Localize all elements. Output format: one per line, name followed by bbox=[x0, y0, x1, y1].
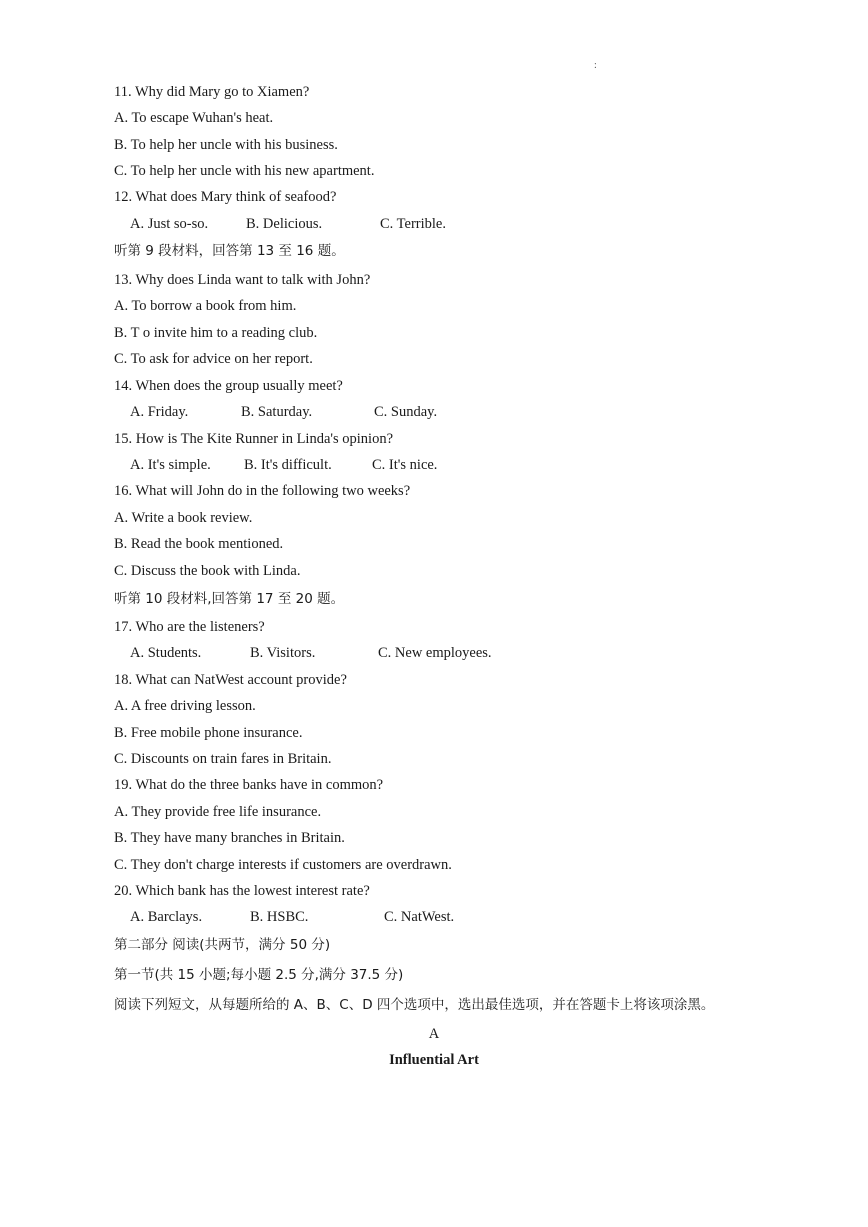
question-18: 18. What can NatWest account provide? bbox=[114, 672, 347, 688]
q12-option-c: C. Terrible. bbox=[380, 216, 446, 232]
q12-option-a: A. Just so-so. bbox=[130, 216, 209, 232]
q16-option-c: C. Discuss the book with Linda. bbox=[114, 563, 301, 579]
q20-option-b: B. HSBC. bbox=[250, 909, 309, 925]
q14-option-a: A. Friday. bbox=[130, 404, 189, 420]
q12-option-b: B. Delicious. bbox=[246, 216, 323, 232]
q13-option-c: C. To ask for advice on her report. bbox=[114, 351, 313, 367]
q14-option-c: C. Sunday. bbox=[374, 404, 438, 420]
section-9-instruction: 听第 9 段材料，回答第 13 至 16 题。 bbox=[114, 243, 345, 259]
question-12: 12. What does Mary think of seafood? bbox=[114, 189, 337, 205]
question-20: 20. Which bank has the lowest interest rate? bbox=[114, 883, 370, 899]
question-16: 16. What will John do in the following two weeks? bbox=[114, 483, 411, 499]
q14-option-b: B. Saturday. bbox=[241, 404, 313, 420]
q11-option-b: B. To help her uncle with his business. bbox=[114, 137, 338, 153]
q17-option-a: A. Students. bbox=[130, 645, 202, 661]
header-mark: : bbox=[594, 60, 597, 71]
q17-option-c: C. New employees. bbox=[378, 645, 492, 661]
question-19: 19. What do the three banks have in common? bbox=[114, 777, 384, 793]
part-2-instruction: 阅读下列短文，从每题所给的 A、B、C、D 四个选项中，选出最佳选项，并在答题卡上将该项涂黑。 bbox=[114, 997, 715, 1013]
question-15: 15. How is The Kite Runner in Linda's opinion? bbox=[114, 431, 394, 447]
q15-option-c: C. It's nice. bbox=[372, 457, 438, 473]
q18-option-a: A. A free driving lesson. bbox=[114, 698, 256, 714]
q16-option-a: A. Write a book review. bbox=[114, 510, 253, 526]
q19-option-a: A. They provide free life insurance. bbox=[114, 804, 322, 820]
q19-option-b: B. They have many branches in Britain. bbox=[114, 830, 345, 846]
q11-option-a: A. To escape Wuhan's heat. bbox=[114, 110, 274, 126]
q20-option-a: A. Barclays. bbox=[130, 909, 203, 925]
part-2-title: 第二部分 阅读(共两节，满分 50 分) bbox=[114, 937, 331, 953]
q15-option-b: B. It's difficult. bbox=[244, 457, 332, 473]
question-14: 14. When does the group usually meet? bbox=[114, 378, 343, 394]
q13-option-a: A. To borrow a book from him. bbox=[114, 298, 297, 314]
q11-option-c: C. To help her uncle with his new apartment. bbox=[114, 163, 375, 179]
passage-title: Influential Art bbox=[389, 1052, 479, 1068]
passage-label: A bbox=[428, 1026, 440, 1042]
q13-option-b: B. T o invite him to a reading club. bbox=[114, 325, 318, 341]
question-17: 17. Who are the listeners? bbox=[114, 619, 265, 635]
q18-option-c: C. Discounts on train fares in Britain. bbox=[114, 751, 332, 767]
q19-option-c: C. They don't charge interests if customers are overdrawn. bbox=[114, 857, 452, 873]
q17-option-b: B. Visitors. bbox=[250, 645, 316, 661]
question-13: 13. Why does Linda want to talk with John? bbox=[114, 272, 371, 288]
q18-option-b: B. Free mobile phone insurance. bbox=[114, 725, 303, 741]
q20-option-c: C. NatWest. bbox=[384, 909, 455, 925]
q16-option-b: B. Read the book mentioned. bbox=[114, 536, 284, 552]
section-10-instruction: 听第 10 段材料,回答第 17 至 20 题。 bbox=[114, 591, 345, 607]
q15-option-a: A. It's simple. bbox=[130, 457, 211, 473]
question-11: 11. Why did Mary go to Xiamen? bbox=[114, 84, 310, 100]
part-2-section-1: 第一节(共 15 小题;每小题 2.5 分,满分 37.5 分) bbox=[114, 967, 404, 983]
